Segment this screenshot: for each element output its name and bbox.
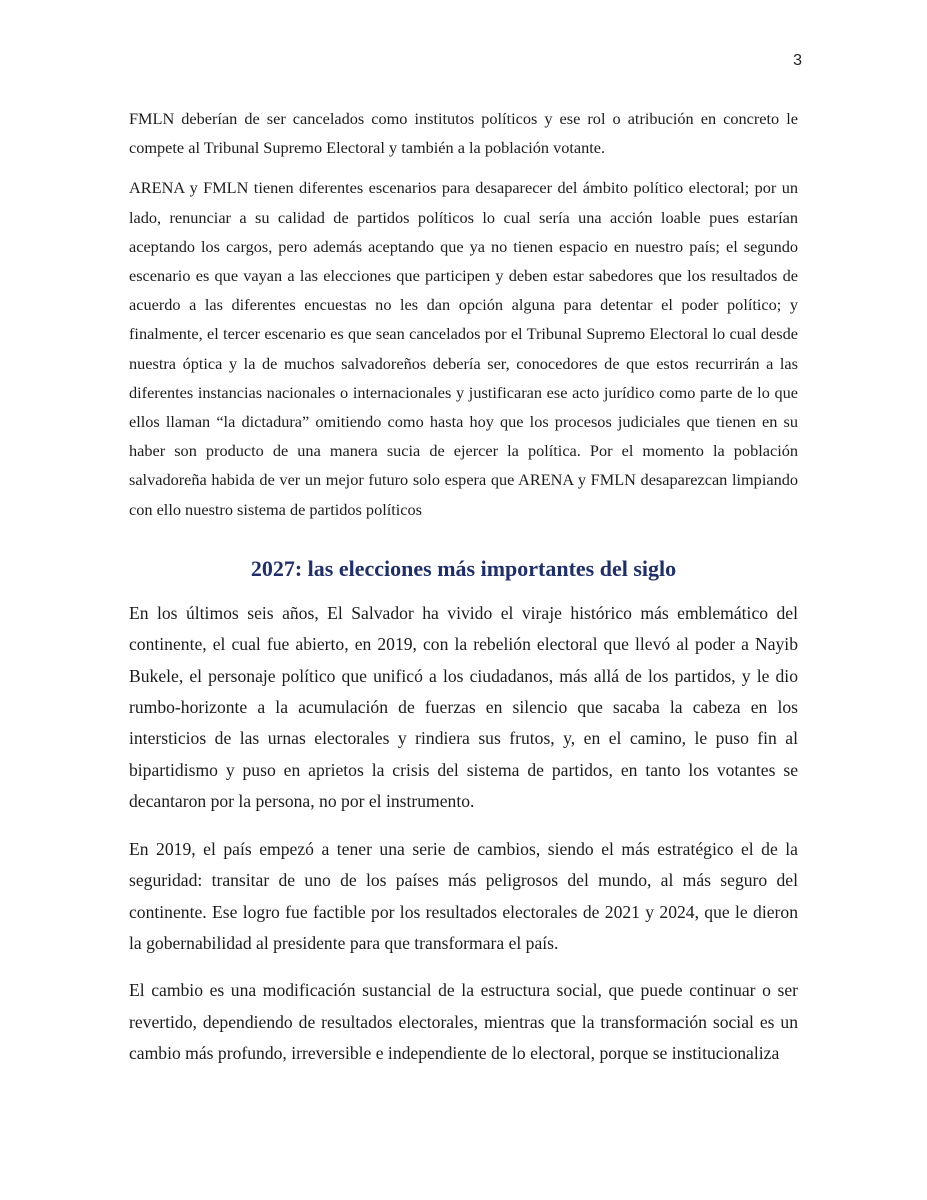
page-body [129, 104, 798, 1086]
section-heading: 2027: las elecciones más importantes del siglo [250, 555, 677, 581]
page-number: 3 [793, 52, 802, 69]
paragraph-intro-2: ARENA y FMLN tienen diferentes escenarios para desaparecer del ámbito político electoral; por un lado, renunciar a su calidad de partidos políticos lo cual sería una acción loable pues estarían aceptando los cargos, pero además aceptando que ya no tienen espacio en nuestro país; el segundo escenario es que vayan a las elecciones que participen y deben estar sabedores que los resultados de acuerdo a las diferentes encuestas no les dan opción alguna para detentar el poder político; y finalmente, el tercer escenario es que sean cancelados por el Tribunal Supremo Electoral lo cual desde nuestra óptica y la de muchos salvadoreños debería ser, conocedores de que estos recurrirán a las diferentes instancias nacionales o internacionales y justificaran ese acto jurídico como parte de lo que ellos llaman “la dictadura” omitiendo como hasta hoy que los procesos judiciales que tienen en su haber son producto de una manera sucia de ejercer la política. Por el momento la población salvadoreña habida de ver un mejor futuro solo espera que ARENA y FMLN desaparezcan limpiando con ello nuestro sistema de partidos políticos [129, 178, 798, 519]
section-paragraph-2: En 2019, el país empezó a tener una serie de cambios, siendo el más estratégico el de la seguridad: transitar de uno de los países más peligrosos del mundo, al más seguro del continente. Ese logro fue factible por los resultados electorales de 2021 y 2024, que le dieron la gobernabilidad al presidente para que transformara el país. [129, 838, 798, 953]
section-paragraph-3: El cambio es una modificación sustancial de la estructura social, que puede continuar o ser revertido, dependiendo de resultados electorales, mientras que la transformación social es un cambio más profundo, irreversible e independiente de lo electoral, porque se institucionaliza [129, 980, 798, 1064]
paragraph-intro-1: FMLN deberían de ser cancelados como institutos políticos y ese rol o atribución en concreto le compete al Tribunal Supremo Electoral y también a la población votante. [129, 109, 798, 158]
section-paragraph-1: En los últimos seis años, El Salvador ha vivido el viraje histórico más emblemático del continente, el cual fue abierto, en 2019, con la rebelión electoral que llevó al poder a Nayib Bukele, el personaje político que unificó a los ciudadanos, más allá de los partidos, y le dio rumbo-horizonte a la acumulación de fuerzas en silencio que sacaba la cabeza en los intersticios de las urnas electorales y rindiera sus frutos, y, en el camino, le puso fin al bipartidismo y puso en aprietos la crisis del sistema de partidos, en tanto los votantes se decantaron por la persona, no por el instrumento. [129, 602, 798, 812]
